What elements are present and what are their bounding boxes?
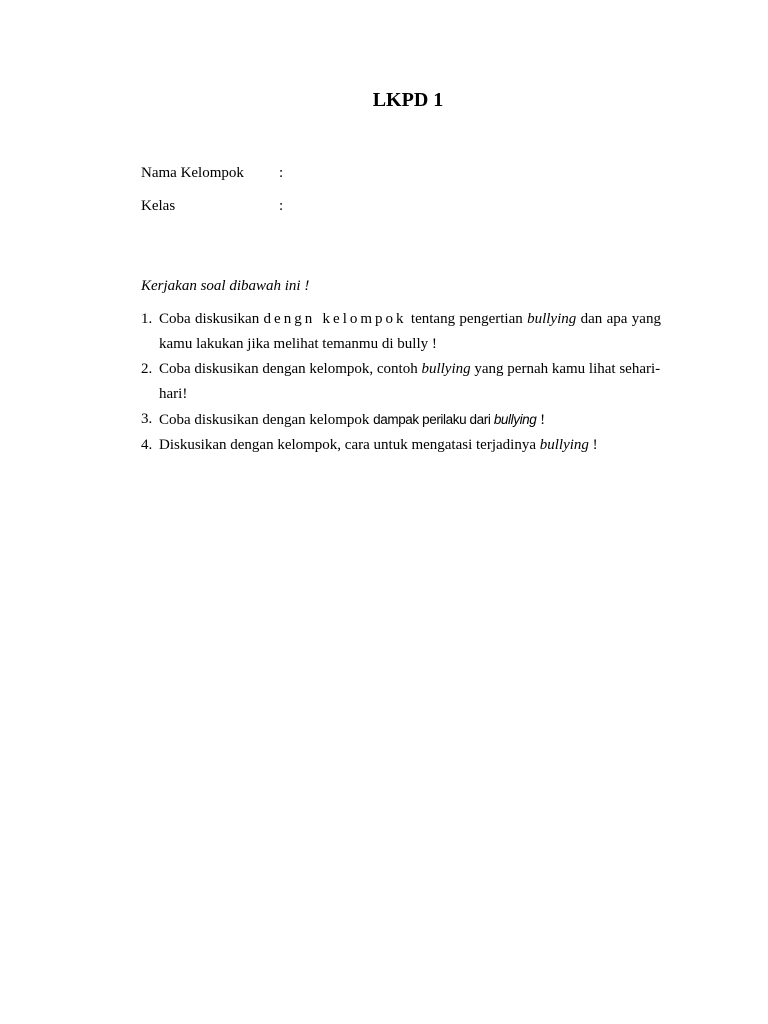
instruction-text: Kerjakan soal dibawah ini !	[141, 278, 310, 294]
question-term-italic: bullying	[421, 361, 471, 377]
question-text	[159, 357, 661, 407]
group-name-field	[141, 164, 283, 182]
class-field	[141, 197, 283, 215]
question-item	[141, 407, 661, 433]
class-separator: :	[279, 198, 284, 214]
question-text-part: !	[588, 437, 598, 453]
class-label: Kelas	[141, 198, 176, 214]
question-term-italic: bullying	[539, 437, 589, 453]
question-text-part: Diskusikan dengan kelompok, cara untuk mengatasi terjadinya	[159, 437, 540, 453]
question-term-italic: bullying	[527, 311, 577, 327]
question-text-spaced: dengn kelompok	[263, 311, 407, 327]
question-number: 2.	[141, 361, 153, 377]
question-text-part: tentang pengertian	[406, 311, 528, 327]
question-term-italic: bullying	[493, 412, 537, 427]
question-text	[159, 433, 661, 458]
question-item	[141, 433, 661, 458]
question-item	[141, 307, 661, 357]
group-name-separator: :	[279, 165, 284, 181]
question-number: 4.	[141, 437, 153, 453]
question-text-part: Coba diskusikan dengan kelompok	[159, 412, 374, 428]
question-text	[159, 307, 661, 357]
question-text-part: dampak perilaku dari	[373, 412, 494, 427]
question-text-part: dan apa yang kamu lakukan jika melihat temanmu di bully !	[159, 311, 661, 352]
question-text-part: Coba diskusikan dengan kelompok, contoh	[159, 361, 422, 377]
page-title: LKPD 1	[372, 89, 444, 111]
question-list	[141, 307, 661, 458]
question-text-part: yang pernah kamu lihat sehari-hari!	[159, 361, 661, 402]
group-name-label: Nama Kelompok	[141, 165, 244, 181]
question-number: 3.	[141, 411, 153, 427]
question-text	[159, 407, 661, 433]
question-text-part: !	[536, 412, 546, 428]
question-number: 1.	[141, 311, 153, 327]
question-text-part: Coba diskusikan	[159, 311, 264, 327]
question-item	[141, 357, 661, 407]
